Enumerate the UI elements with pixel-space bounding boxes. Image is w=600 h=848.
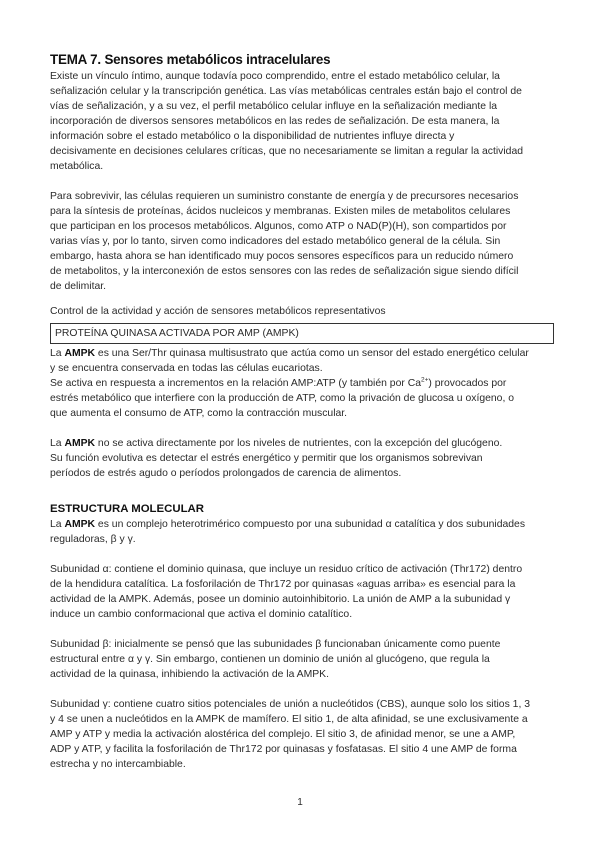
page-title: TEMA 7. Sensores metabólicos intracelulares — [50, 52, 331, 67]
text-line: que participan en los procesos metabólicos. Algunos, como ATP o NAD(P)(H), son compartidos por — [50, 221, 507, 232]
text-line: actividad de la AMPK. Además, posee un dominio autoinhibitorio. La unión de AMP a la subunidad γ — [50, 594, 511, 605]
page-number: 1 — [297, 797, 303, 808]
text-line: de metabolitos, y la interconexión de estos sensores con las redes de señalización sigue siendo difícil — [50, 266, 519, 277]
text: ) provocados por — [428, 378, 507, 389]
text-line: Existe un vínculo íntimo, aunque todavía poco comprendido, entre el estado metabólico celular, la — [50, 71, 500, 82]
text-line: Subunidad α: contiene el dominio quinasa, que incluye un residuo crítico de activación (Thr172) dentro — [50, 564, 523, 575]
text-line: ADP y ATP, y facilita la fosforilación de Thr172 por quinasas y fosfatasas. El sitio 4 une AMP de forma — [50, 744, 517, 755]
text-line: Subunidad γ: contiene cuatro sitios potenciales de unión a nucleótidos (CBS), aunque solo los sitios 1, 3 — [50, 699, 530, 710]
text-line: decisivamente en decisiones celulares críticas, que no necesariamente se limitan a regular la actividad — [50, 146, 524, 157]
text-line: Su función evolutiva es detectar el estrés energético y permitir que los organismos sobrevivan — [50, 453, 483, 464]
text-line: Subunidad β: inicialmente se pensó que las subunidades β funcionaban únicamente como puente — [50, 639, 501, 650]
ampk-paragraph — [50, 346, 560, 481]
text-line: actividad de la quinasa, inhibiendo la activación de la AMPK. — [50, 669, 329, 680]
gamma-subunit-paragraph — [50, 697, 560, 772]
document-page — [50, 51, 560, 772]
superscript: 2+ — [420, 376, 429, 384]
text: no se activa directamente por los niveles de nutrientes, con la excepción del glucógeno. — [95, 438, 503, 449]
text-line — [50, 346, 560, 361]
survival-paragraph — [50, 189, 560, 294]
boxed-heading: PROTEÍNA QUINASA ACTIVADA POR AMP (AMPK) — [50, 323, 554, 344]
intro-paragraph — [50, 69, 560, 174]
bold-term: AMPK — [64, 519, 96, 530]
text-line: estrecha y no intercambiable. — [50, 759, 186, 770]
text-line: Para sobrevivir, las células requieren un suministro constante de energía y de precursores necesarios — [50, 191, 519, 202]
text-line: induce un cambio conformacional que activa el dominio catalítico. — [50, 609, 353, 620]
text-line: información sobre el estado metabólico o la disponibilidad de nutrientes influye directa y — [50, 131, 455, 142]
text-line: para la síntesis de proteínas, ácidos nucleicos y membranas. Existen miles de metabolitos celulares — [50, 206, 511, 217]
text: La — [50, 438, 65, 449]
alpha-subunit-paragraph — [50, 562, 560, 622]
text: La — [50, 348, 65, 359]
text: es un complejo heterotrimérico compuesto por una subunidad α catalítica y dos subunidades — [95, 519, 526, 530]
text-line: reguladoras, β y γ. — [50, 534, 136, 545]
bold-term: AMPK — [64, 348, 96, 359]
structure-paragraph — [50, 517, 560, 547]
text-line: embargo, hasta ahora se han identificado muy pocos sensores específicos para un reducido número — [50, 251, 514, 262]
text-line — [50, 376, 560, 391]
text: es una Ser/Thr quinasa multisustrato que actúa como un sensor del estado energético celular — [95, 348, 529, 359]
text-line: de la hendidura catalítica. La fosforilación de Thr172 por quinasas «aguas arriba» es esencial para la — [50, 579, 516, 590]
bold-term: AMPK — [64, 438, 96, 449]
text-line: y se encuentra conservada en todas las células eucariotas. — [50, 363, 323, 374]
section-heading: ESTRUCTURA MOLECULAR — [50, 503, 204, 515]
text-line: vías de señalización, y a su vez, el perfil metabólico celular influye en la señalización mediante la — [50, 101, 498, 112]
beta-subunit-paragraph — [50, 637, 560, 682]
text-line — [50, 517, 560, 532]
text-line: señalización celular y la transcripción genética. Las vías metabólicas centrales están bajo el control de — [50, 86, 522, 97]
text-line: períodos de estrés agudo o períodos prolongados de carencia de alimentos. — [50, 468, 402, 479]
text-line: metabólica. — [50, 161, 104, 172]
text-line: varias vías y, por lo tanto, sirven como indicadores del estado metabólico general de la célula. Sin — [50, 236, 501, 247]
text-line: estructural entre α y γ. Sin embargo, contienen un dominio de unión al glucógeno, que regula la — [50, 654, 490, 665]
text-line: incorporación de diversos sensores metabólicos en las redes de señalización. De esta manera, la — [50, 116, 500, 127]
text-line: y 4 se unen a nucleótidos en la AMPK de mamífero. El sitio 1, de alta afinidad, se une exclusivamente a — [50, 714, 528, 725]
text: La — [50, 519, 65, 530]
text-line: estrés metabólico que interfiere con la producción de ATP, como la privación de glucosa u oxígeno, o — [50, 393, 515, 404]
text-line: AMP y ATP y media la activación alostérica del complejo. El sitio 3, de afinidad menor, se une a AMP, — [50, 729, 516, 740]
text: Se activa en respuesta a incrementos en la relación AMP:ATP (y también por Ca — [50, 378, 421, 389]
section-subtitle: Control de la actividad y acción de sensores metabólicos representativos — [50, 306, 386, 317]
text-line: de delimitar. — [50, 281, 107, 292]
text-line — [50, 436, 560, 451]
text-line: que aumenta el consumo de ATP, como la contracción muscular. — [50, 408, 348, 419]
